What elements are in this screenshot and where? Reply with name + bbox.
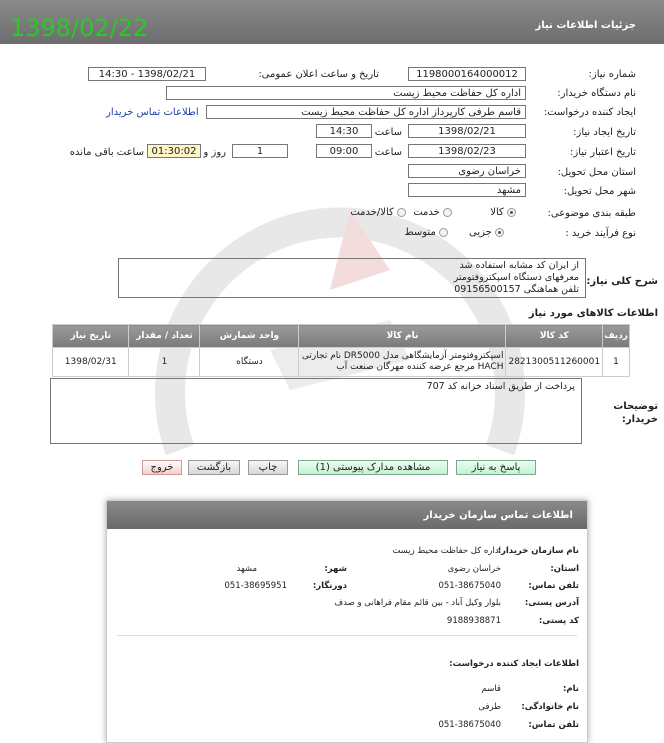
category-label: طبقه بندی موضوعی:: [547, 208, 636, 219]
valid-time-field: 09:00: [316, 144, 372, 158]
create-time-label: ساعت: [374, 127, 402, 138]
col-code: کد کالا: [506, 325, 603, 348]
table-row: [53, 348, 630, 377]
creator-label: ایجاد کننده درخواست:: [543, 107, 636, 118]
cell-unit: دستگاه: [200, 348, 299, 377]
need-number-label: شماره نیاز:: [588, 69, 636, 80]
create-date-label: تاریخ ایجاد نیاز:: [573, 127, 636, 138]
create-time-field: 14:30: [316, 124, 372, 138]
city-value: مشهد: [236, 564, 257, 574]
phone-value: 051-38675040: [438, 581, 501, 591]
cell-name: اسپکتروفتومتر آزمایشگاهی مدل DR5000 نام تجارتی HACH مرجع عرضه کننده مهرگان صنعت آب: [299, 348, 506, 377]
col-qty: تعداد / مقدار: [129, 325, 200, 348]
category-option-both[interactable]: کالا/خدمت: [350, 207, 406, 218]
contact-panel-title: اطلاعات تماس سازمان خریدار: [423, 510, 573, 521]
province-label: استان:: [550, 564, 579, 574]
address-value: بلوار وکیل آباد - بین قائم مقام فراهانی و صدف: [334, 598, 501, 608]
radio-icon[interactable]: [495, 228, 504, 237]
org-label: نام سازمان خریدار:: [497, 546, 579, 556]
buyer-contact-link[interactable]: اطلاعات تماس خریدار: [106, 107, 199, 118]
phone-label: تلفن تماس:: [528, 581, 579, 591]
city-label: شهر محل تحویل:: [563, 186, 636, 197]
cell-row: 1: [603, 348, 630, 377]
org-value: اداره کل حفاظت محیط زیست: [392, 546, 501, 556]
description-line: تلفن هماهنگی 09156500157: [454, 284, 579, 295]
description-line: معرفهای دستگاه اسپکتروفتومتر: [453, 272, 579, 283]
contact-panel: [106, 500, 588, 743]
col-row: ردیف: [603, 325, 630, 348]
radio-icon[interactable]: [507, 208, 516, 217]
province-field: خراسان رضوی: [408, 164, 526, 178]
goods-section-title: اطلاعات کالاهای مورد نیاز: [528, 308, 658, 319]
creator-section-title: اطلاعات ایجاد کننده درخواست:: [449, 659, 579, 669]
creator-field: قاسم طرفی کارپرداز اداره کل حفاظت محیط زیست: [206, 105, 526, 119]
divider: [117, 635, 577, 636]
buyer-notes-label: توضیحات خریدار:: [613, 401, 658, 425]
valid-time-label: ساعت: [374, 147, 402, 158]
announce-field: 1398/02/21 - 14:30: [88, 67, 206, 81]
description-label: شرح کلی نیاز:: [586, 276, 658, 287]
attachments-button[interactable]: مشاهده مدارک پیوستی (1): [298, 460, 448, 475]
last-name-label: نام خانوادگی:: [521, 702, 579, 712]
contact-panel-header: [107, 501, 587, 529]
category-option-service[interactable]: خدمت: [413, 207, 452, 218]
fax-value: 051-38695951: [224, 581, 287, 591]
postal-label: کد پستی:: [538, 616, 579, 626]
description-textarea[interactable]: [118, 258, 586, 298]
fax-label: دورنگار:: [312, 581, 347, 591]
exit-button[interactable]: خروج: [142, 460, 182, 475]
cell-qty: 1: [129, 348, 200, 377]
address-label: آدرس پستی:: [524, 598, 579, 608]
category-option-goods[interactable]: کالا: [490, 207, 516, 218]
page-title: جزئیات اطلاعات نیاز: [535, 20, 636, 31]
cell-date: 1398/02/31: [53, 348, 129, 377]
announce-label: تاریخ و ساعت اعلان عمومی:: [258, 69, 379, 80]
create-date-field: 1398/02/21: [408, 124, 526, 138]
city-field: مشهد: [408, 183, 526, 197]
days-label: روز و: [203, 147, 226, 158]
first-name-label: نام:: [562, 684, 579, 694]
city-label: شهر:: [324, 564, 347, 574]
buyer-notes-textarea[interactable]: پرداخت از طریق اسناد خزانه کد 707: [50, 378, 582, 444]
col-unit: واحد شمارش: [200, 325, 299, 348]
province-value: خراسان رضوی: [447, 564, 501, 574]
valid-date-field: 1398/02/23: [408, 144, 526, 158]
creator-phone-value: 051-38675040: [438, 720, 501, 730]
first-name-value: قاسم: [481, 684, 501, 694]
goods-header-row: [53, 325, 630, 348]
buyer-org-label: نام دستگاه خریدار:: [557, 88, 636, 99]
reply-button[interactable]: پاسخ به نیاز: [456, 460, 536, 475]
creator-phone-label: تلفن تماس:: [528, 720, 579, 730]
remaining-label: ساعت باقی مانده: [69, 147, 144, 158]
back-button[interactable]: بازگشت: [188, 460, 240, 475]
radio-icon[interactable]: [439, 228, 448, 237]
buyer-org-field: اداره کل حفاظت محیط زیست: [166, 86, 526, 100]
province-label: استان محل تحویل:: [557, 167, 636, 178]
description-line: از ایران کد مشابه استفاده شد: [459, 260, 579, 271]
last-name-value: طرفی: [478, 702, 501, 712]
need-number-field: 1198000164000012: [408, 67, 526, 81]
remaining-time-field: 01:30:02: [147, 144, 201, 158]
valid-date-label: تاریخ اعتبار نیاز:: [570, 147, 636, 158]
col-date: تاریخ نیاز: [53, 325, 129, 348]
col-name: نام کالا: [299, 325, 506, 348]
goods-table: [52, 324, 630, 377]
days-field: 1: [232, 144, 288, 158]
purchase-option-medium[interactable]: متوسط: [404, 227, 448, 238]
date-stamp: 1398/02/22: [10, 14, 149, 42]
cell-code: 2821300511260001: [506, 348, 603, 377]
purchase-option-minor[interactable]: جزیی: [469, 227, 504, 238]
radio-icon[interactable]: [443, 208, 452, 217]
radio-icon[interactable]: [397, 208, 406, 217]
postal-value: 9188938871: [446, 616, 501, 626]
print-button[interactable]: چاپ: [248, 460, 288, 475]
purchase-type-label: نوع فرآیند خرید :: [565, 228, 636, 239]
